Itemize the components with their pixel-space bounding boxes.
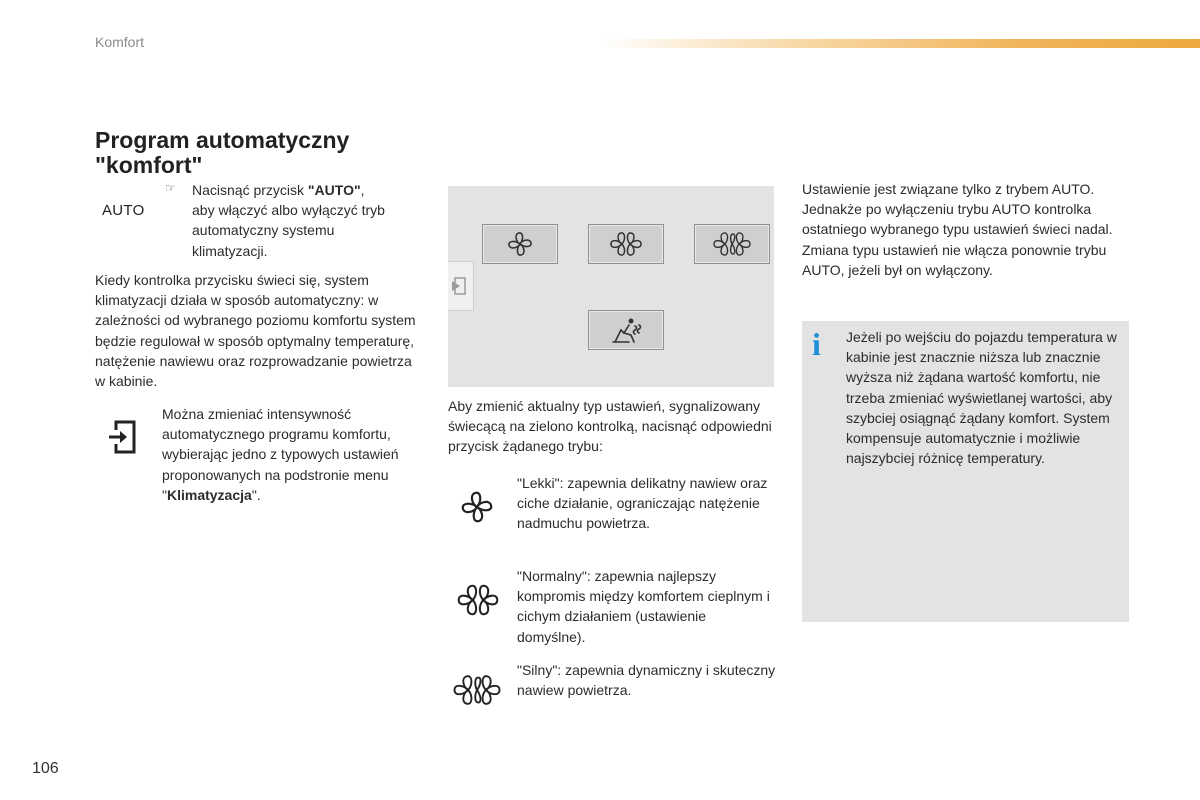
- fan-strong-button[interactable]: [694, 224, 770, 264]
- fan-soft-button[interactable]: [482, 224, 558, 264]
- fan-soft-icon: [458, 489, 496, 525]
- auto-setting-note-1: Ustawienie jest związane tylko z trybem AUTO. Jednakże po wyłączeniu trybu AUTO kontrolka ostatniego wybranego typu ustawień świeci nadal.: [802, 181, 1113, 238]
- mode-strong-description: "Silny": zapewnia dynamiczny i skuteczny nawiew powietrza.: [517, 662, 776, 699]
- auto-button-label: AUTO: [102, 202, 145, 219]
- auto-setting-note-2: Zmiana typu ustawień nie włącza ponownie trybu AUTO, jeżeli był on wyłączony.: [802, 241, 1107, 278]
- fan-normal-icon: [456, 582, 500, 618]
- fan-normal-button[interactable]: [588, 224, 664, 264]
- fan-strong-icon: [452, 672, 502, 708]
- step-button-name: "AUTO": [307, 182, 361, 198]
- mode-normal-description: "Normalny": zapewnia najlepszy kompromis między komfortem cieplnym i cichym działaniem (ustawienie domyślne).: [517, 568, 770, 645]
- header-accent-bar: [600, 39, 1200, 48]
- step-suffix: ,: [360, 182, 365, 198]
- page-number: 106: [32, 760, 59, 777]
- page-title: Program automatyczny "komfort": [95, 127, 350, 178]
- seat-airflow-icon: [609, 316, 643, 344]
- info-icon: i: [812, 326, 821, 362]
- fan-strong-icon: [712, 230, 752, 258]
- submenu-note-before: Można zmieniać intensywność automatycznego programu komfortu, wybierając jedno z typowych ustawień proponowanych na podstronie menu ": [162, 406, 399, 503]
- step-instruction: [192, 180, 402, 261]
- submenu-arrow-icon: [108, 420, 138, 454]
- mode-soft-description: "Lekki": zapewnia delikatny nawiew oraz ciche działanie, ograniczając natężenie nadmuchu powietrza.: [517, 475, 768, 532]
- step-rest: aby włączyć albo wyłączyć tryb automatyczny systemu klimatyzacji.: [192, 202, 385, 259]
- section-title: Komfort: [95, 34, 145, 50]
- seat-airflow-button[interactable]: [588, 310, 664, 350]
- auto-setting-note: [802, 179, 1142, 280]
- fan-normal-icon: [609, 230, 643, 258]
- mode-change-instruction: Aby zmienić aktualny typ ustawień, sygnalizowany świecącą na zielono kontrolką, nacisnąć odpowiedni przycisk żądanego trybu:: [448, 398, 772, 455]
- auto-mode-description: Kiedy kontrolka przycisku świeci się, system klimatyzacji działa w sposób automatyczny: w zależności od wybranego poziomu komfortu system będzie regulował w sposób optymalny temperaturę, natężenie nawiewu oraz rozprowadzanie powietrza w kabinie.: [95, 272, 416, 390]
- pointing-hand-icon: ☞: [165, 181, 176, 195]
- submenu-note-after: ".: [251, 486, 261, 503]
- panel-side-tab: [448, 261, 474, 311]
- screen-illustration: [448, 186, 774, 387]
- step-prefix: Nacisnąć przycisk: [192, 182, 308, 198]
- fan-soft-icon: [506, 230, 534, 258]
- submenu-note: [162, 404, 422, 505]
- submenu-note-bold: Klimatyzacja: [166, 486, 252, 503]
- info-text: Jeżeli po wejściu do pojazdu temperatura w kabinie jest znacznie niższa lub znacznie wyższa niż żądana wartość komfortu, nie trzeba zmieniać wyświetlanej wartości, aby szybciej osiągnąć żądany komfort. System kompensuje automatycznie i możliwie najszybciej różnicę temperatury.: [846, 329, 1117, 467]
